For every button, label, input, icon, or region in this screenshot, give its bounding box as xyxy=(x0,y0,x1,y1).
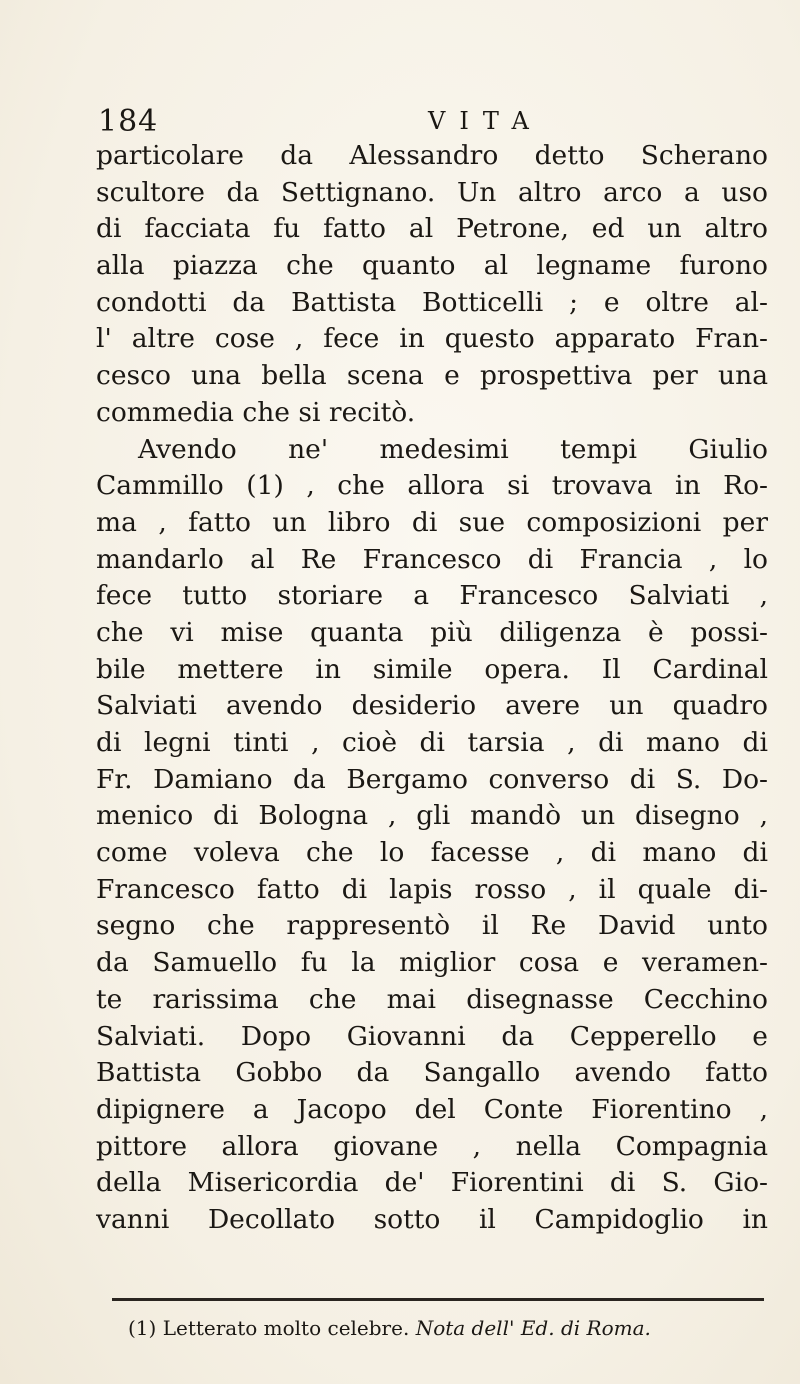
text-line: che vi mise quanta più diligenza è possi- xyxy=(96,616,768,648)
text-line: vanni Decollato sotto il Campidoglio in xyxy=(96,1203,768,1235)
text-line: particolare da Alessandro detto Scherano xyxy=(96,140,768,171)
text-line: dipignere a Jacopo del Conte Fiorentino , xyxy=(96,1093,768,1125)
text-line: pittore allora giovane , nella Compagnia xyxy=(96,1130,768,1162)
footnote-editor-note: Nota dell' Ed. di Roma. xyxy=(415,1316,651,1340)
text-line: segno che rappresentò il Re David unto xyxy=(96,910,768,942)
text-line: Salviati avendo desiderio avere un quadro xyxy=(96,690,768,722)
text-line: Salviati. Dopo Giovanni da Cepperello e xyxy=(96,1020,768,1052)
text-line: Francesco fatto di lapis rosso , il quale di- xyxy=(96,873,768,905)
text-line: di facciata fu fatto al Petrone, ed un altro xyxy=(96,213,768,245)
text-line: bile mettere in simile opera. Il Cardinal xyxy=(96,653,768,685)
text-line: della Misericordia de' Fiorentini di S. Gio- xyxy=(96,1167,768,1199)
footnote-rule xyxy=(112,1298,764,1301)
text-line: mandarlo al Re Francesco di Francia , lo xyxy=(96,543,768,575)
paragraph-start-line: Avendo ne' medesimi tempi Giulio xyxy=(138,433,768,465)
text-line: come voleva che lo facesse , di mano di xyxy=(96,837,768,869)
text-line: te rarissima che mai disegnasse Cecchino xyxy=(96,983,768,1015)
body-text xyxy=(96,138,768,1239)
page-number: 184 xyxy=(98,104,159,139)
text-line: condotti da Battista Botticelli ; e oltre al- xyxy=(96,286,768,318)
text-line: Battista Gobbo da Sangallo avendo fatto xyxy=(96,1057,768,1089)
text-line: alla piazza che quanto al legname furono xyxy=(96,250,768,282)
text-line: di legni tinti , cioè di tarsia , di mano di xyxy=(96,727,768,758)
text-line: Fr. Damiano da Bergamo converso di S. Do- xyxy=(96,763,768,795)
running-title: VITA xyxy=(428,107,543,135)
text-line: cesco una bella scena e prospettiva per una xyxy=(96,360,768,392)
text-line: da Samuello fu la miglior cosa e veramen- xyxy=(96,947,768,979)
footnote-text: Letterato molto celebre. xyxy=(162,1316,410,1340)
footnote-marker: (1) xyxy=(128,1316,157,1340)
text-line: fece tutto storiare a Francesco Salviati , xyxy=(96,580,768,612)
footnote xyxy=(128,1314,768,1342)
text-line: l' altre cose , fece in questo apparato Fran- xyxy=(96,323,768,355)
text-line: ma , fatto un libro di sue composizioni per xyxy=(96,506,768,538)
text-line: menico di Bologna , gli mandò un disegno , xyxy=(96,800,768,832)
text-line: Cammillo (1) , che allora si trovava in Ro- xyxy=(96,470,768,502)
text-line: commedia che si recitò. xyxy=(96,396,416,428)
text-line: scultore da Settignano. Un altro arco a uso xyxy=(96,176,768,208)
